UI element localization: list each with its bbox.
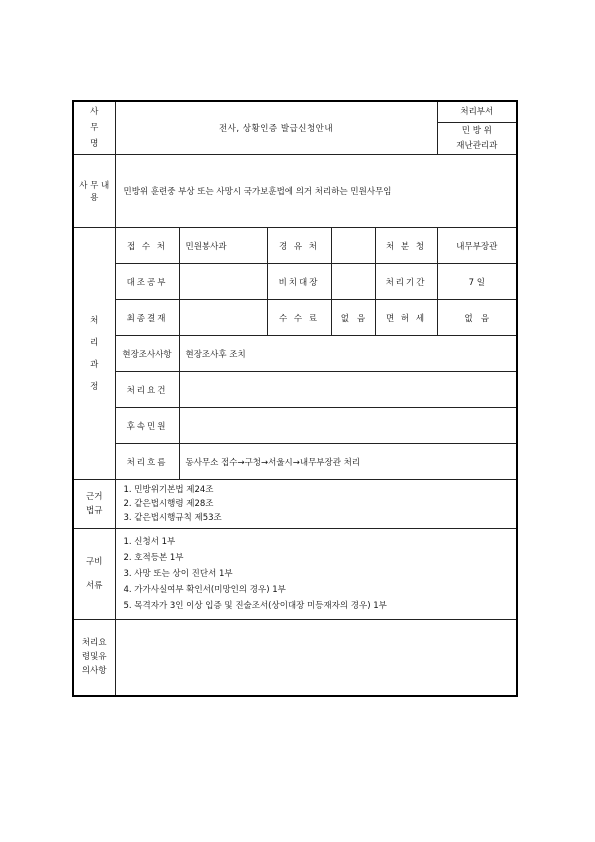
processing-requirements-label: 처리요건 (115, 372, 179, 408)
legal-basis-item: 2. 같은법시행령 제28조 (123, 499, 214, 509)
required-documents-list (115, 529, 517, 620)
legal-basis-list (115, 480, 517, 529)
followup-petition-label: 후속민원 (115, 408, 179, 444)
ledger-label: 대조공부 (115, 264, 179, 300)
document-item: 5. 목격자가 3인 이상 입증 및 진술조서(상이대장 미등재자의 경우) 1부 (123, 601, 387, 611)
final-approval-value (179, 300, 267, 336)
license-tax-value: 없 음 (437, 300, 517, 336)
task-content-text: 민방위 훈련중 부상 또는 사망시 국가보훈법에 의거 처리하는 민원사무임 (115, 155, 517, 228)
department-value: 민 방 위 재난관리과 (456, 126, 498, 151)
process-label: 처 리 과 정 (73, 228, 115, 480)
followup-petition-value (179, 408, 517, 444)
register-value (331, 264, 375, 300)
site-investigation-value: 현장조사후 조치 (179, 336, 517, 372)
ledger-value (179, 264, 267, 300)
document-item: 2. 호적등본 1부 (123, 553, 184, 563)
reception-office-label: 접 수 처 (115, 228, 179, 264)
license-tax-label: 면 허 세 (375, 300, 437, 336)
processing-period-value: 7 일 (437, 264, 517, 300)
task-content-label: 사 무 내 용 (73, 155, 115, 228)
via-office-value (331, 228, 375, 264)
final-approval-label: 최종결재 (115, 300, 179, 336)
fee-value: 없 음 (331, 300, 375, 336)
processing-requirements-value (179, 372, 517, 408)
processing-flow-label: 처리흐름 (115, 444, 179, 480)
document-item: 1. 신청서 1부 (123, 537, 176, 547)
notes-label: 처리요 령및유 의사항 (73, 620, 115, 696)
department-cell (437, 101, 517, 155)
document-title: 전사, 상황인증 발급신청안내 (115, 101, 437, 155)
legal-basis-item: 1. 민방위기본법 제24조 (123, 485, 214, 495)
site-investigation-label: 현장조사사항 (115, 336, 179, 372)
application-form-table (72, 100, 518, 697)
legal-basis-label: 근거 법규 (73, 480, 115, 529)
notes-content (115, 620, 517, 696)
disposal-authority-value: 내무부장관 (437, 228, 517, 264)
via-office-label: 경 유 처 (267, 228, 331, 264)
processing-flow-value: 동사무소 접수→구청→서울시→내무부장관 처리 (179, 444, 517, 480)
processing-period-label: 처리기간 (375, 264, 437, 300)
legal-basis-item: 3. 같은법시행규칙 제53조 (123, 513, 222, 523)
fee-label: 수 수 료 (267, 300, 331, 336)
register-label: 비치대장 (267, 264, 331, 300)
office-name-label: 사 무 명 (73, 101, 115, 155)
reception-office-value: 민원봉사과 (179, 228, 267, 264)
document-item: 3. 사망 또는 상이 진단서 1부 (123, 569, 233, 579)
required-documents-label: 구비 서류 (73, 529, 115, 620)
department-label: 처리부서 (438, 102, 517, 123)
document-item: 4. 가가사실여부 확인서(미망인의 경우) 1부 (123, 585, 286, 595)
disposal-authority-label: 처 분 청 (375, 228, 437, 264)
